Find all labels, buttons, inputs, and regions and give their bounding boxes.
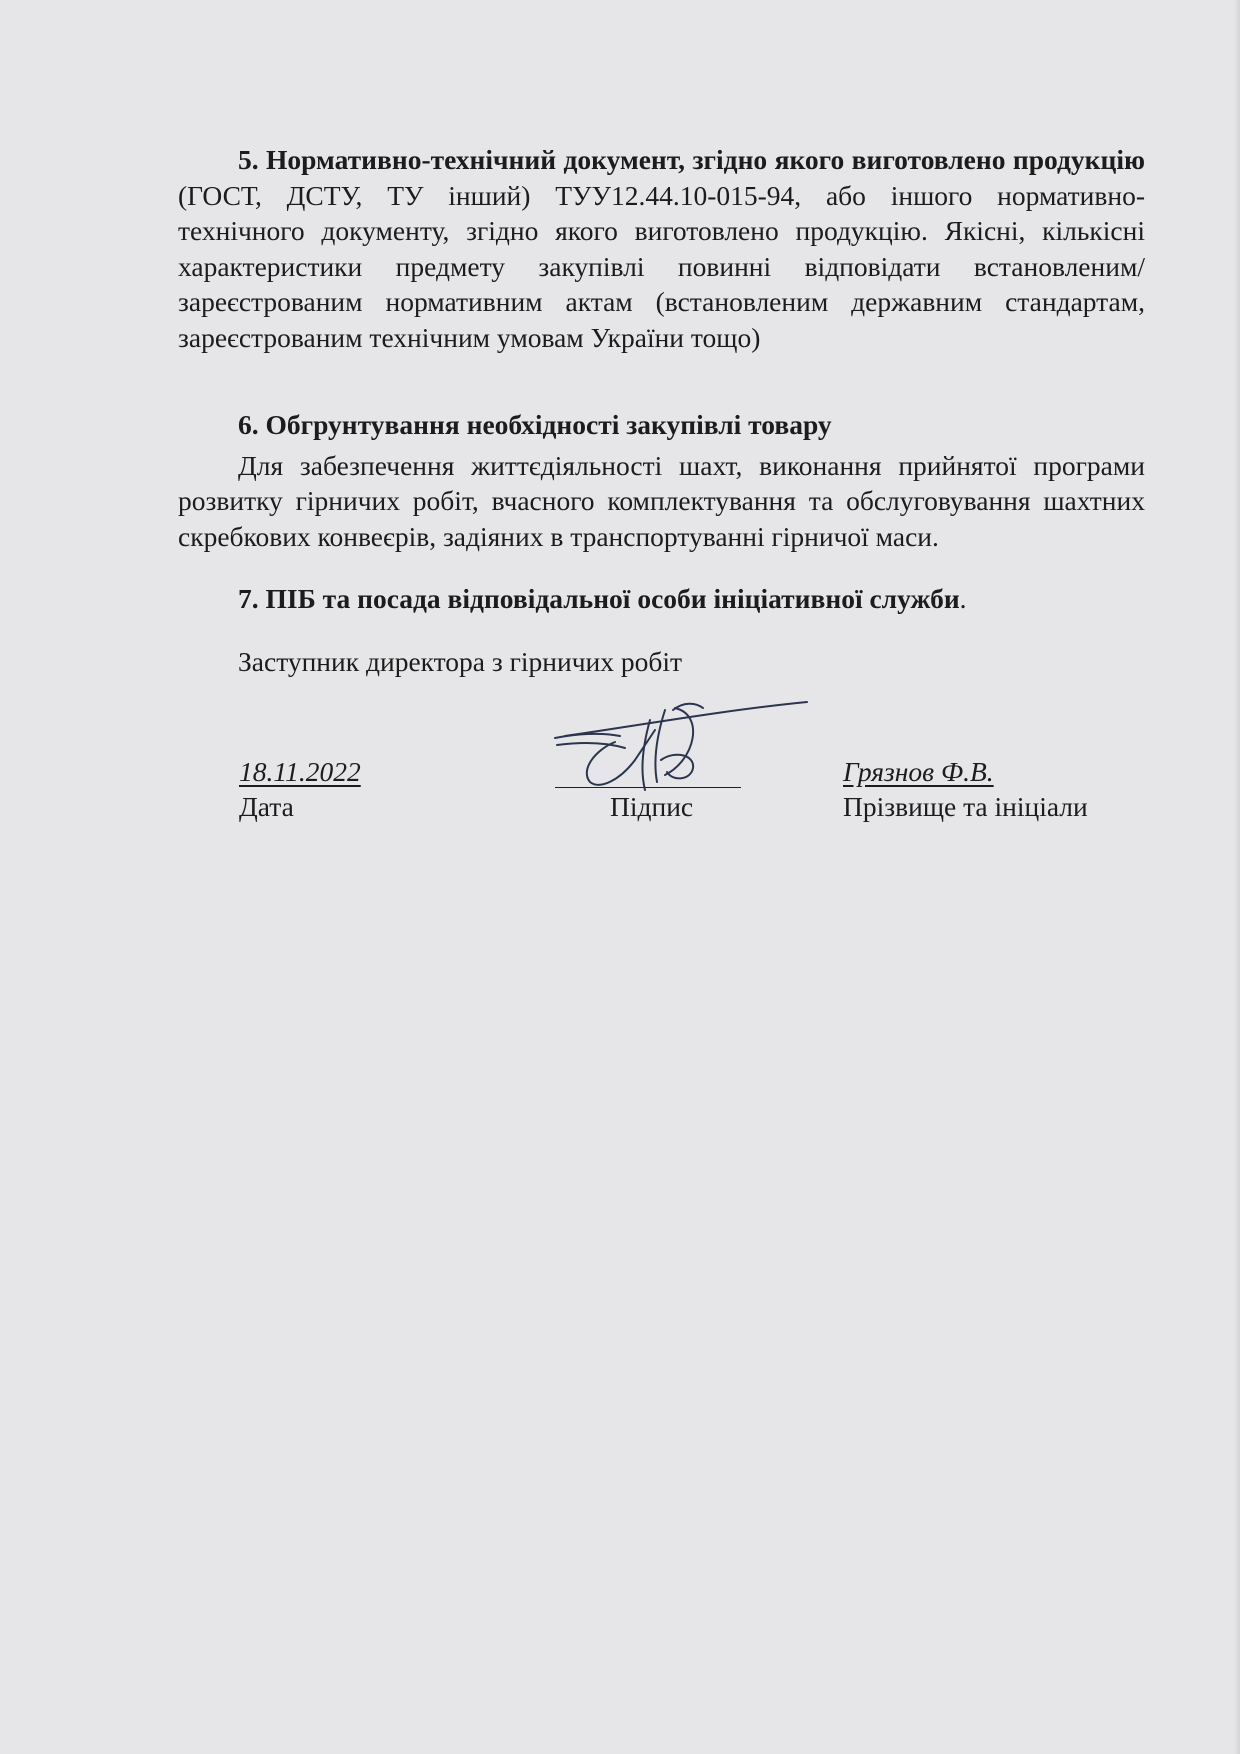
section-6-heading: 6. Обгрунтування необхідності закупівлі товару (238, 409, 832, 440)
signature-label: Підпис (610, 791, 694, 822)
scan-edge (1234, 0, 1240, 1754)
section-7-heading: 7. ПІБ та посада відповідальної особи ініціативної служби (238, 583, 960, 614)
section-6-text: Для забезпечення життєдіяльності шахт, виконання прийнятої програми розвитку гірничих робіт, вчасного комплектування та обслуговування шахтних скребкових конвеєрів, задіяних в транспортуванні гірничої маси. (178, 449, 1145, 552)
section-5-heading: 5. Нормативно-технічний документ, згідно якого виготовлено продукцію (238, 144, 1145, 175)
name-value: Грязнов Ф.В. (843, 756, 994, 787)
handwritten-signature (545, 690, 815, 795)
document-body (178, 142, 1145, 679)
responsible-position: Заступник директора з гірничих робіт (238, 645, 683, 677)
section-7-heading-end: . (959, 583, 967, 614)
date-label: Дата (239, 791, 294, 822)
section-5-text: (ГОСТ, ДСТУ, ТУ інший) ТУУ12.44.10-015-94, або іншого нормативно-технічного документу, згідно якого виготовлено продукцію. Якісні, кількісні характеристики предмету закупівлі повинні відповідати встановленим/зареєстрованим нормативним актам (встановленим державним стандартам, зареєстрованим технічним умовам України тощо) (178, 179, 1145, 353)
section-7 (178, 581, 1145, 617)
section-5 (178, 142, 1145, 355)
date-value: 18.11.2022 (239, 756, 361, 787)
name-label: Прізвище та ініціали (843, 791, 1088, 822)
